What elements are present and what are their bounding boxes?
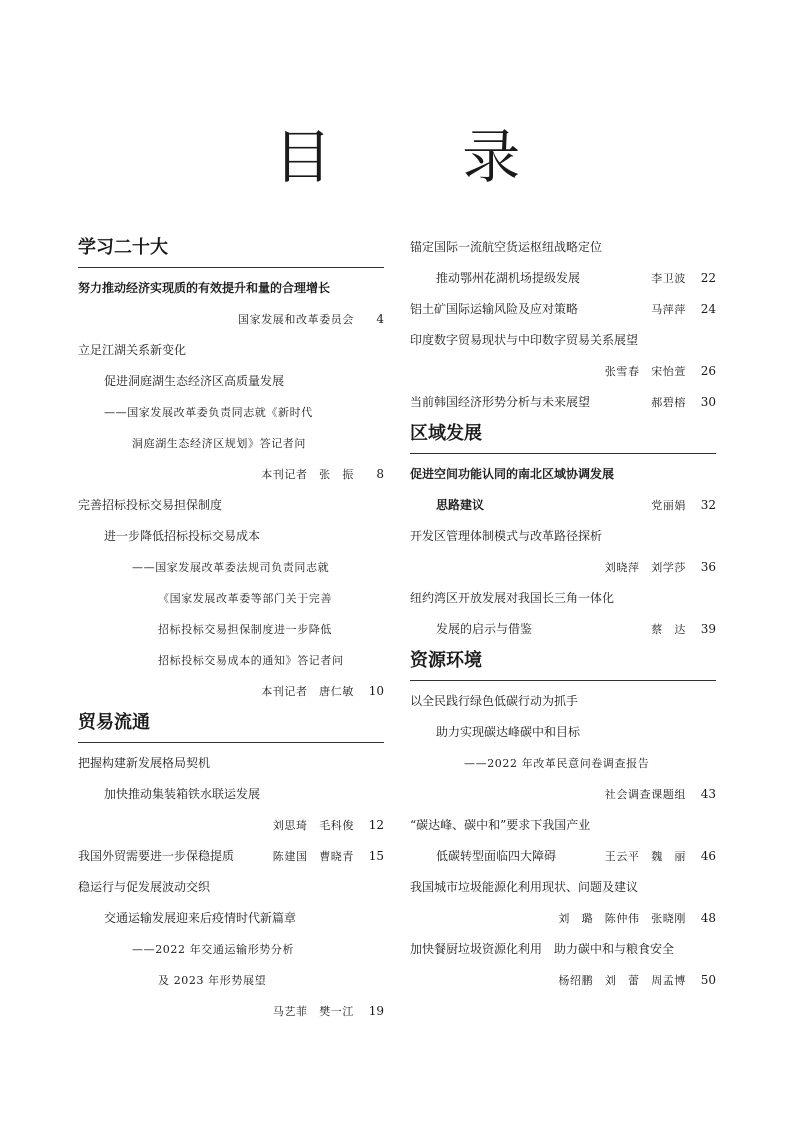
toc-entry-title-cont[interactable]: 推动鄂州花湖机场提级发展 [436,271,581,285]
toc-entry-subtitle: 招标投标交易担保制度进一步降低 [158,623,332,636]
toc-entry-page: 39 [700,622,716,636]
toc-entry-subtitle: ——2022 年交通运输形势分析 [132,943,295,956]
toc-entry-title-cont[interactable]: 助力实现碳达峰碳中和目标 [436,725,581,739]
toc-entry-title[interactable]: 我国城市垃圾能源化利用现状、问题及建议 [410,880,639,894]
toc-entry-page: 48 [700,911,716,925]
section-heading: 贸易流通 [78,707,384,743]
toc-entry-title[interactable]: 当前韩国经济形势分析与未来展望 [410,395,591,409]
toc-entry-title[interactable]: “碳达峰、碳中和”要求下我国产业 [410,818,591,832]
toc-entry-author: 刘思琦 毛科俊 [272,819,354,832]
toc-entry-title-cont[interactable]: 交通运输发展迎来后疫情时代新篇章 [104,911,297,925]
toc-entry-row[interactable] [410,490,716,521]
toc-entry-title[interactable]: 努力推动经济实现质的有效提升和量的合理增长 [78,281,331,295]
toc-entry-page: 19 [368,1004,384,1018]
toc-entry-meta [410,552,716,583]
toc-entry-meta [78,304,384,335]
toc-entry-title-cont[interactable]: 加快推动集装箱铁水联运发展 [104,787,261,801]
toc-entry-row[interactable] [410,263,716,294]
toc-entry-title-cont[interactable]: 思路建议 [436,498,485,512]
toc-entry-meta [410,965,716,996]
toc-entry-author: 刘 璐 陈仲伟 张晓刚 [558,912,686,925]
toc-entry-author: 马艺菲 樊一江 [272,1005,354,1018]
toc-entry-title-cont[interactable]: 低碳转型面临四大障碍 [436,849,557,863]
toc-entry-row[interactable] [410,294,716,325]
toc-entry-author: 陈建国 曹晓青 [272,850,354,863]
toc-entry-subtitle: ——国家发展改革委法规司负责同志就 [132,561,330,574]
toc-entry-author: 党丽娟 [651,499,686,512]
section-heading: 学习二十大 [78,232,384,268]
toc-entry-title[interactable]: 纽约湾区开放发展对我国长三角一体化 [410,591,615,605]
toc-entry-title[interactable]: 铝土矿国际运输风险及应对策略 [410,302,579,316]
section-heading: 区域发展 [410,418,716,454]
toc-entry-title[interactable]: 开发区管理体制模式与改革路径探析 [410,529,603,543]
toc-left-column [78,232,384,1027]
toc-entry-page: 12 [368,818,384,832]
toc-entry-page: 32 [700,498,716,512]
toc-entry-author: 杨绍鹏 刘 蕾 周孟博 [558,974,686,987]
toc-entry-author: 郝碧榕 [651,396,686,409]
toc-entry-page: 10 [368,684,384,698]
toc-entry-page: 43 [700,787,716,801]
toc-entry-author: 张雪春 宋怡萱 [604,365,686,378]
toc-entry-title[interactable]: 印度数字贸易现状与中印数字贸易关系展望 [410,333,639,347]
toc-entry-row[interactable] [410,614,716,645]
toc-entry-page: 30 [700,395,716,409]
toc-entry-subtitle: 洞庭湖生态经济区规划》答记者问 [132,437,306,450]
page-title: 目 录 [273,123,577,191]
toc-entry-author: 本刊记者 张 振 [261,468,354,481]
toc-entry-title[interactable]: 我国外贸需要进一步保稳提质 [78,849,235,863]
toc-entry-meta [78,676,384,707]
toc-right-column [410,232,716,996]
toc-entry-meta [78,996,384,1027]
toc-entry-page: 15 [368,849,384,863]
toc-entry-page: 36 [700,560,716,574]
section-heading: 资源环境 [410,645,716,681]
toc-entry-subtitle: 招标投标交易成本的通知》答记者问 [158,654,344,667]
toc-entry-title[interactable]: 把握构建新发展格局契机 [78,756,211,770]
toc-entry-page: 46 [700,849,716,863]
toc-entry-author: 社会调查课题组 [604,788,686,801]
toc-entry-subtitle: ——国家发展改革委负责同志就《新时代 [104,406,313,419]
toc-entry-title[interactable]: 加快餐厨垃圾资源化利用 助力碳中和与粮食安全 [410,942,675,956]
toc-entry-meta [410,356,716,387]
toc-entry-author: 李卫波 [651,272,686,285]
toc-entry-title[interactable]: 立足江湖关系新变化 [78,343,187,357]
toc-entry-row[interactable] [78,841,384,872]
toc-entry-page: 4 [376,312,384,326]
toc-entry-author: 国家发展和改革委员会 [238,313,354,326]
toc-entry-row[interactable] [410,387,716,418]
toc-entry-title[interactable]: 稳运行与促发展波动交织 [78,880,211,894]
toc-entry-title[interactable]: 完善招标投标交易担保制度 [78,498,223,512]
toc-entry-page: 24 [700,302,716,316]
toc-entry-subtitle: 及 2023 年形势展望 [158,974,267,987]
toc-entry-title[interactable]: 锚定国际一流航空货运枢纽战略定位 [410,240,603,254]
toc-entry-meta [410,903,716,934]
toc-entry-author: 蔡 达 [651,623,686,636]
toc-entry-page: 8 [376,467,384,481]
toc-entry-page: 26 [700,364,716,378]
toc-entry-author: 本刊记者 唐仁敏 [261,685,354,698]
toc-entry-row[interactable] [410,841,716,872]
toc-entry-author: 王云平 魏 丽 [604,850,686,863]
toc-entry-title-cont[interactable]: 促进洞庭湖生态经济区高质量发展 [104,374,285,388]
toc-entry-meta [78,459,384,490]
toc-entry-page: 50 [700,973,716,987]
toc-entry-title[interactable]: 促进空间功能认同的南北区域协调发展 [410,467,615,481]
toc-entry-meta [410,779,716,810]
toc-entry-title[interactable]: 以全民践行绿色低碳行动为抓手 [410,694,579,708]
toc-entry-page: 22 [700,271,716,285]
toc-entry-subtitle: 《国家发展改革委等部门关于完善 [158,592,332,605]
toc-entry-author: 马萍萍 [651,303,686,316]
toc-entry-subtitle: ——2022 年改革民意问卷调查报告 [464,757,650,770]
toc-entry-meta [78,810,384,841]
toc-entry-title-cont[interactable]: 发展的启示与借鉴 [436,622,533,636]
toc-entry-author: 刘晓萍 刘学莎 [604,561,686,574]
toc-entry-title-cont[interactable]: 进一步降低招标投标交易成本 [104,529,261,543]
